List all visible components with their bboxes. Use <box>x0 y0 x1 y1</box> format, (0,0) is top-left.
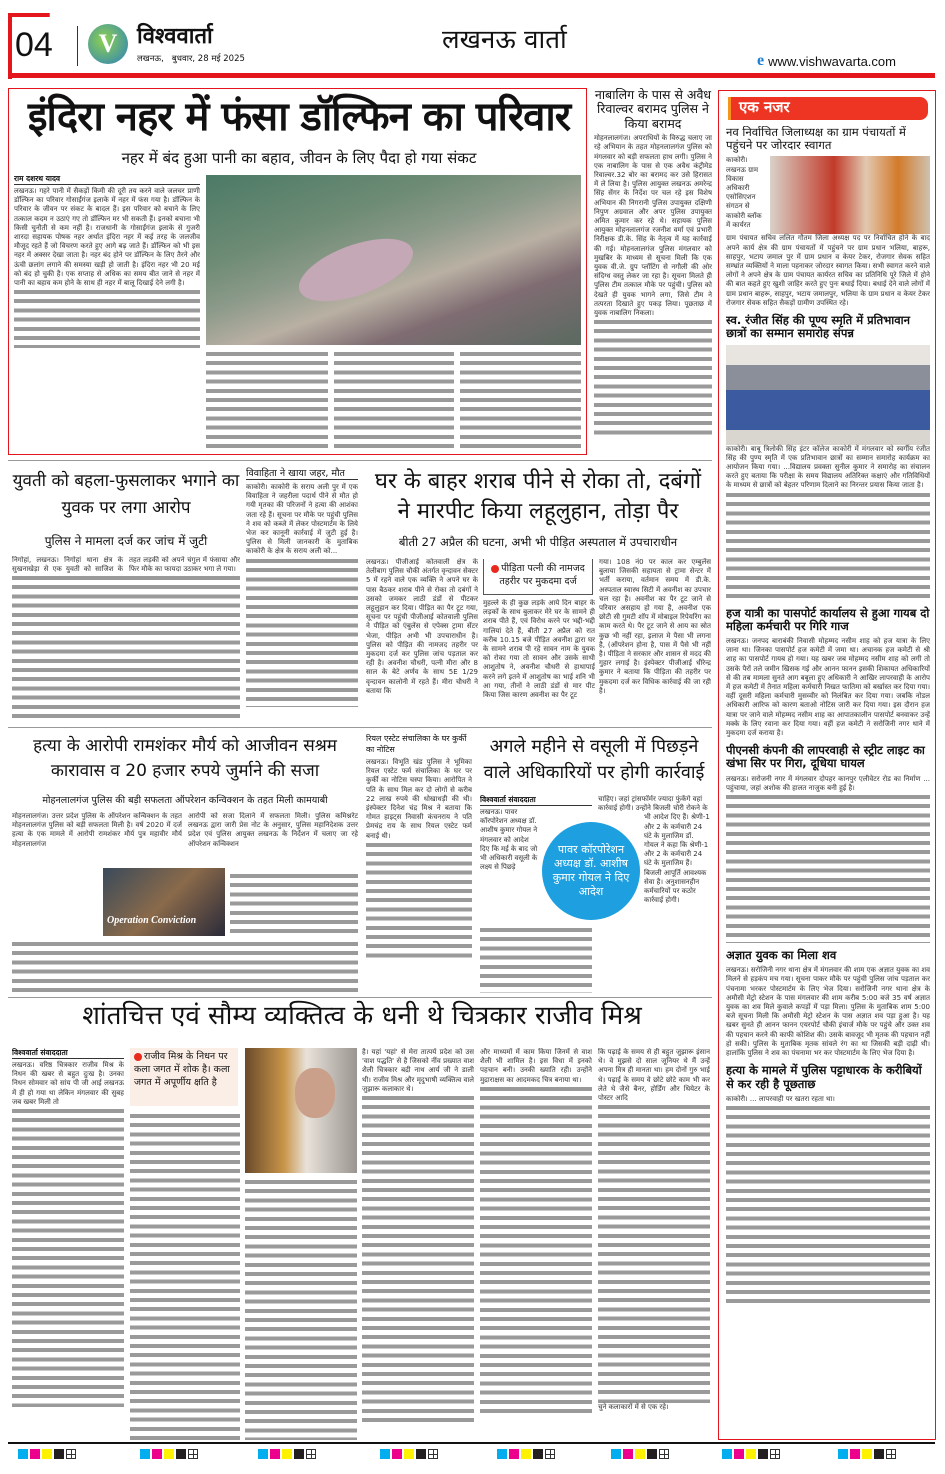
color-swatch <box>758 1449 768 1459</box>
text-block <box>230 872 358 936</box>
story-intro: काकोरी। लखनऊ ग्राम विकास अधिकारी एसोसिएशन संगठन से काकोरी ब्लॉक में कार्यरत <box>726 156 762 229</box>
sharab-body: लखनऊ। पीजीआई कोतवाली क्षेत्र के तेलीबाग पुलिस चौकी अंतर्गत वृन्दावन सेक्टर 5 में रहने वाले एक व्यक्ति ने अपने घर के पास बैठकर शराब पीने से रोका तो दबंगों ने उसको जमकर लाठी डंडों से पीटकर लहूलुहान कर दिया। पीड़ित का पैर टूट गया, सूचना पर पहुंची पीजीआई कोतवाली पुलिस ने पीड़ित को एंबुलेंस से एपेक्स ट्रामा सेंटर भेजा, पीड़ित अभी भी उपचाराधीन है। पुलिस को पीड़ित की नामजद तहरीर पर मुकदमा दर्ज कर पुलिस जांच पड़ताल कर रही है। अवनीश चौधरी, पत्नी मीरा और 8 साल के बेटे अर्णव के साथ 5E 1/29 वृन्दावन कालोनी में रहते हैं। मीरा चौधरी ने बताया कि <box>366 558 478 695</box>
crosshair-icon <box>306 1449 316 1459</box>
crosshair-icon <box>66 1449 76 1459</box>
page-number: 04 <box>15 26 53 64</box>
color-swatch <box>734 1449 744 1459</box>
color-swatch <box>497 1449 507 1459</box>
lead-body: लखनऊ। गहरे पानी में सैकड़ों किमी की दूरी तय करने वाले जलचर प्राणी डॉल्फिन का परिवार गोसाईंगंज इलाके में नहर में फंस गया है। डॉल्फिन के परिवार के जीवन पर संकट के बादल हैं। इस परिवार को बचाने के लिए तत्काल कदम न उठाएं गए तो डॉल्फिन मर भी सकती हैं। इनको बचाना भी किसी चुनौती से कम नहीं है। राजधानी के गोसाईंगंज इलाके से गुजरी शारदा सहायक पोषक नहर अर्थात इंदिरा नहर में कई तरह के जलजीव मौजूद रहते हैं जो विचरण करते हुए आगे बढ़ जाते हैं। डॉल्फिन को भी इस नहर में अक्सर देखा जाता है। नहर बंद होने पर डॉल्फिन के लिए तैरने और ऊंची छलांग लगाने की समस्या खड़ी हो जाती है। इंदिरा नहर भी 20 मई को बंद हो चुकी है। एक सप्ताह से अधिक का समय बीत जाने से नहर में पानी का बहाव कम होने के साथ ही नहर में बालू दिखाई देने लगी है। <box>14 187 200 288</box>
crosshair-icon <box>545 1449 555 1459</box>
students-photo <box>726 345 930 445</box>
registration-mark <box>722 1449 780 1459</box>
color-swatch <box>140 1449 150 1459</box>
dateline: लखनऊ, बुधवार, 28 मई 2025 <box>137 54 245 64</box>
color-swatch <box>294 1449 304 1459</box>
sharab-quote <box>483 559 593 595</box>
story-body: लखनऊ। जनपद बाराबंकी निवासी मोहम्मद नसीम शाह को हज यात्रा के लिए जाना था। जिनका पासपोर्ट हज कमेटी में जमा था। अचानक हज कमेटी से श्री शाह का पासपोर्ट गायब हो गया। यह खबर जब मोहम्मद नसीम शाह को लगी तो उसके पैरों तले जमीन खिसक गई और आनन फानन इसकी शिकायत अधिकारियों से की तब मामला सुनते आग बबूला हुए अधिकारी ने आखिर लापरवाही के आरोप में हज कमेटी में तैनात महिला कर्मचारी निखत फातिमा को बर्खास्त कर दिया गया। वहीं दूसरी महिला कर्मचारी मुसव्वीर को निलंबित कर दिया गया। जबकि नोडल अधिकारी आरिफ को कारण बताओ नोटिस जारी कर दिया गया। इस दौरान हज यात्रा पर जाने वाले मोहम्मद नसीम शाह का आपातकालीन पासपोर्ट बनवाकर उन्हें मक्के के लिए रवाना कर दिया गया। वहीं हज कमेटी ने सरोजिनी नगर थाने में मुकदमा दर्ज कराया है। <box>726 636 930 737</box>
welcome-photo <box>770 156 930 234</box>
color-swatch <box>42 1449 52 1459</box>
crosshair-icon <box>188 1449 198 1459</box>
rajiv-body: है। यहां 'यहां' से मेरा तात्पर्य प्रदेश को उस 'वाश पद्धति' से है जिसको नींव प्रख्यात वाश शैली चित्रकार बद्री नाथ आर्य जी ने डाली थी। राजीव मिश्र और मृदुभाषी व्यक्तित्व वाले जुझारू कलाकार थे। <box>362 1048 474 1093</box>
registration-mark <box>258 1449 316 1459</box>
story-headline: स्व. रंजीत सिंह की पूण्य स्मृति में प्रतिभावान छात्रों का सम्मान समारोह संपन्न <box>726 313 911 341</box>
color-swatch <box>30 1449 40 1459</box>
color-swatch <box>164 1449 174 1459</box>
crosshair-icon <box>659 1449 669 1459</box>
text-block <box>362 1094 474 1424</box>
real-estate-body: लखनऊ। विभूति खंड पुलिस ने भूमिका रियल एस्टेट फर्म संचालिका के घर पर कुर्की का नोटिस चस्पा किया। आरोपित ने पति के साथ मिल कर दो लोगों से करीब 22 लाख रुपये की धोखाधड़ी की थी। इंस्पेक्टर दिनेश चंद्र मिश्र ने बताया कि गोमत हाइट्स निवासी कंचनराय ने पति प्रेमचंद्र राय के साथ रियल एस्टेट फर्म बनाई थी। <box>366 758 472 840</box>
story-body: लखनऊ। सरोजनी नगर में मंगलवार दोपहर कानपुर एलीवेटर रोड का निर्माण ... पहुंचाया, जहां अशोक की हालत नाजुक बनी हुई है। <box>726 774 930 792</box>
image-caption: Operation Conviction <box>107 915 197 926</box>
dolphin-photo <box>206 175 581 345</box>
text-block <box>460 350 581 450</box>
story-headline: नव निर्वाचित जिलाध्यक्ष का ग्राम पंचायतों में पहुंचने पर जोरदार स्वागत <box>726 126 906 153</box>
color-swatch <box>152 1449 162 1459</box>
text-block <box>206 350 328 450</box>
color-swatch <box>509 1449 519 1459</box>
text-block <box>726 793 930 943</box>
text-block <box>598 1103 710 1403</box>
story-headline: पीएनसी कंपनी की लापरवाही से स्ट्रीट लाइट का खंभा सिर पर गिरा, दूधिया घायल <box>726 743 925 771</box>
color-swatch <box>635 1449 645 1459</box>
vasuli-body-text: चाहिए। जहां ट्रांसफॉर्मर ज्यादा फुंकेंगे वहां कार्रवाई होगी। उन्होंने बिजली चोरी रोकने के भी आदेश दिए हैं। श्रेणी-1 और 2 के कर्मचारी 24 घंटे के मुलाजिम डॉ. गोयल ने कहा कि श्रेणी-1 और 2 के कर्मचारी 24 घंटे के मुलाजिम हैं। बिजली आपूर्ति आवश्यक सेवा है। अनुशासनहीन कर्मचारियों पर कठोर कार्रवाई होगी। <box>598 795 710 905</box>
footer-rule <box>8 1442 935 1444</box>
registration-mark <box>611 1449 669 1459</box>
yuvati-headline: युवती को बहला-फुसलाकर भगाने का युवक पर लगा आरोप <box>12 471 240 518</box>
lead-subhead: नहर में बंद हुआ पानी का बहाव, जीवन के लिए पैदा हो गया संकट <box>121 149 477 167</box>
registration-mark <box>497 1449 555 1459</box>
paper-name: विश्ववार्ता <box>137 24 213 49</box>
color-swatch <box>611 1449 621 1459</box>
color-swatch <box>404 1449 414 1459</box>
color-swatch <box>270 1449 280 1459</box>
color-swatch <box>521 1449 531 1459</box>
text-block <box>480 926 592 993</box>
color-swatch <box>623 1449 633 1459</box>
story-headline: हत्या के मामले में पुलिस पट्टाधारक के करीबियों से कर रही है पूछताछ <box>726 1063 922 1091</box>
ek-nazar-label: एक नजर <box>728 97 928 120</box>
crosshair-icon <box>770 1449 780 1459</box>
text-block <box>130 1112 240 1440</box>
sharab-body: गया। 108 नं0 पर काल कर एम्बुलेंस बुलाया जिसकी सहायता से ट्रामा सेन्टर में भर्ती कराया, वर्तमान समय में डी.के. अस्पताल स्वास्थ सिटी में अवनीश का उपचार चल रहा है। अवनीश का पैर टूट जाने से परिवार असहाय हो गया है, अवनीश एक छोटी सी गुमटी शॉप में मोबाइल रिपेयरिंग का काम करते थे। पैर टूट जाने से आय का स्रोत कुछ भी नहीं रहा, इलाज मे पैसा भी लगना है, (ऑपरेशन होना है, पास में पैसे भी नहीं है। पीड़िता ने सरकार और शासन से मदद की गुहार लगाई है। इंस्पेक्टर पीजीआई धीरेन्द्र कुमार ने बताया कि पीड़िता की तहरीर पर मुकदमा दर्ज कर विधिक कार्रवाई की जा रही है। <box>599 558 711 695</box>
quote-text: पीड़िता पत्नी की नामजद तहरीर पर मुकदमा दर्ज <box>499 563 585 587</box>
sharab-headline: घर के बाहर शराब पीने से रोका तो, दबंगों ने मारपीट किया लहूलुहान, तोड़ा पैर <box>374 469 702 524</box>
byline: राम दशरथ यादव <box>14 174 200 185</box>
story-headline: हज यात्री का पासपोर्ट कार्यालय से हुआ गायब दो महिला कर्मचारी पर गिरि गाज <box>726 605 930 633</box>
registration-mark <box>140 1449 198 1459</box>
rajiv-mishra-photo <box>245 1048 357 1173</box>
vasuli-headline: अगले महीने से वसूली में पिछड़ने वाले अधिकारियों पर होगी कार्रवाई <box>483 736 705 783</box>
color-swatch <box>18 1449 28 1459</box>
byline: विश्ववार्ता संवाददाता <box>12 1048 124 1059</box>
divider <box>8 460 712 461</box>
story-body: ग्राम पंचायत सचिव ललित गौतम जिला अध्यक्ष पद पर निर्वाचित होने के बाद अपने कार्य क्षेत्र की ग्राम पंचायतों में पहुंचने पर ग्राम प्रधान भलिया, बाहरू, साहपुर, भटाय जमाल पुर में ग्राम प्रधान व केयर टेकर, रोजगार सेवक सहित सम्भ्रांत व्यक्तियों ने माला पहनाकर जोरदार स्वागत किया। सभी स्वागत करने वाले लोगों ने अपने क्षेत्र के ग्राम पंचायत कार्यरत सचिव का प्रतिनिधि पूरे जिले में होने की बात कहते हुए खुशी जाहिर करते हुए पुनः बधाई दिया। बधाई देने वाले लोगों में ग्राम प्रधान बाहरू, साहपुर, भटाय जमालपुर, भलिया के ग्राम प्रधान व केयर टेकर रोजगार सेवक सहित सैकड़ों ग्रामीण उपस्थित रहे। <box>726 234 930 307</box>
vivahita-headline: विवाहिता ने खाया जहर, मौत <box>246 466 358 480</box>
color-swatch <box>722 1449 732 1459</box>
color-swatch <box>838 1449 848 1459</box>
divider <box>8 997 712 998</box>
operation-conviction-image <box>103 868 225 936</box>
website-link[interactable] <box>757 52 896 70</box>
color-swatch <box>862 1449 872 1459</box>
rajiv-body: लखनऊ। वरिष्ठ चित्रकार राजीव मिश्र के निधन की खबर से बहुत दुःख है। उनका निधन सोमवार को सांय पी जी आई लखनऊ में ही हो गया था लेकिन मंगलवार की सुबह जब खबर मिली तो <box>12 1061 124 1106</box>
story-body: लखनऊ। सरोजिनी नगर थाना क्षेत्र में मंगलवार की शाम एक अज्ञात युवक का शव मिलने से हड़कंप मच गया। सूचना पाकर मौके पर पहुंची पुलिस जांच पड़ताल कर पंचनामा भरकर पोस्टमार्टम के लिए भेज दिया। सरोजिनी नगर थाना क्षेत्र के अमौसी मेट्रो स्टेशन के पास मंगलवार की शाम करीब 5:00 बजे 35 वर्ष अज्ञात युवक का शव मिले कुवाले कपड़ों में पड़ा मिला। पुलिस के मुताबिक शाम 5:00 बजे सूचना मिली कि अमौसी मेट्रो स्टेशन के पास अज्ञात शव पड़ा हुआ है। यह खबर सुनते ही आनन फानन एयरपोर्ट चौकी इंचार्ज मौके पर पहुंचे और उक्त शव की पहचान करने की काफी कोशिश की। उसके बावजूद भी मृतक की पहचान नहीं हो सकी। पुलिस के मुताबिक मृतक सांवले रंग का था जिसकी बड़ी दाढ़ी थी। हालांकि पुलिस ने शव का पंचनामा भर कर पोस्टमार्टम के लिए भेज दिया है। <box>726 966 930 1058</box>
hatya-body: मोहनलालगंज। उत्तर प्रदेश पुलिस के ऑपरेशन कन्विक्शन के तहत मोहनलालगंज पुलिस को बड़ी सफलता मिली है। वर्ष 2020 में दर्ज हत्या के एक मामले में आरोपी रामशंकर मौर्य पुत्र महावीर मौर्य मोहनलालगंज <box>12 812 182 848</box>
color-swatch <box>533 1449 543 1459</box>
color-swatch <box>746 1449 756 1459</box>
rajiv-body-tail: चुने कलाकारों में से एक रहे। <box>598 1403 669 1412</box>
byline: विश्ववार्ता संवाददाता <box>480 795 592 806</box>
text-block <box>594 318 712 438</box>
color-swatch <box>176 1449 186 1459</box>
color-swatch <box>258 1449 268 1459</box>
hatya-headline: हत्या के आरोपी रामशंकर मौर्य को आजीवन सश्रम कारावास व 20 हजार रुपये जुर्माने की सजा <box>33 736 337 781</box>
revolver-headline: नाबालिग के पास से अवैध रिवाल्वर बरामद पुलिस ने किया बरामद <box>594 88 712 131</box>
color-swatch <box>380 1449 390 1459</box>
rajiv-quote <box>130 1048 238 1106</box>
story-headline: अज्ञात युवक का मिला शव <box>726 948 837 963</box>
registration-mark <box>18 1449 76 1459</box>
rajiv-body: और माध्यमों में काम किया जिनमें से वाश शैली भी शामिल है। इस विधा में इनको पहचान बनी। उनकी ख्याति रही। उन्होंने मुद्राराक्षस का आदमकद चित्र बनाया था। <box>480 1048 592 1084</box>
text-block <box>334 350 454 450</box>
quote-text: राजीव मिश्र के निधन पर कला जगत में शोक है। कला जगत में अपूर्णीय क्षति है <box>134 1051 230 1088</box>
rajiv-headline: शांतचित्त एवं सौम्य व्यक्तित्व के धनी थे चित्रकार राजीव मिश्र <box>82 1001 642 1031</box>
header-rule <box>8 73 935 78</box>
color-swatch <box>647 1449 657 1459</box>
divider <box>8 727 712 728</box>
text-block <box>12 1107 124 1407</box>
lead-headline: इंदिरा नहर में फंसा डॉल्फिन का परिवार <box>27 94 571 140</box>
color-swatch <box>54 1449 64 1459</box>
vasuli-circle <box>542 822 640 920</box>
website-text: www.vishwavarta.com <box>768 53 896 69</box>
crosshair-icon <box>886 1449 896 1459</box>
real-estate-headline: रियल एस्टेट संचालिका के घर कुर्की का नोटिस <box>366 734 467 754</box>
yuvati-subhead: पुलिस ने मामला दर्ज कर जांच में जुटी <box>44 534 208 548</box>
color-swatch <box>850 1449 860 1459</box>
vivahita-body: काकोरी। काकोरी के सराय अली पुर में एक विवाहिता ने जहरीला पदार्थ पीने से मौत हो गयी मृतका की परिजनों ने हत्या की आशंका जता रहे हैं। सूचना पर मौके पर पहुंची पुलिस ने शव को कब्जे में लेकर पोस्टमार्टम के लिये भेज कर कानूनी कार्रवाई में जुटी हुई है। पुलिस से मिली जानकारी के मुताबिक काकोरी के क्षेत्र के सराय अली को... <box>246 483 358 556</box>
portrait-face <box>295 1068 335 1118</box>
story-body: काकोरी। ... लापरवाही पर खतरा रहता था। <box>726 1094 835 1103</box>
circle-text: पावर कॉरपोरेशन अध्यक्ष डॉ. आशीष कुमार गोयल ने दिए आदेश <box>552 843 630 898</box>
registration-mark <box>838 1449 896 1459</box>
registration-mark <box>380 1449 438 1459</box>
hatya-body: आरोपी को सजा दिलाने में सफलता मिली। पुलिस कमिश्नरेट लखनऊ द्वारा जारी प्रेस नोट के अनुसार, पुलिस महानिदेशक उत्तर प्रदेश एवं पुलिस आयुक्त लखनऊ के निर्देशन में चलाए जा रहे ऑपरेशन कन्विक्शन <box>188 812 358 848</box>
yuvati-body: निगोहां, लखनऊ। निगोहां थाना क्षेत्र के सुखनाखेड़ा से एक युवती को साजिश के तहत लड़की को अपने चंगुल में फंसाया और फिर मौके का फायदा उठाकर भगा ले गया। <box>12 556 240 574</box>
dolphin-shape <box>291 226 421 314</box>
story-body: काकोरी। बाबू त्रिलोकी सिंह इंटर कॉलेज काकोरी में मंगलवार को स्वर्गीय रंजीत सिंह की पुण्य स्मृति में एक प्रतिभावान छात्रों का सम्मान समारोह कार्यक्रम का आयोजन किया गया। ...विद्यालय प्रवक्ता सुनील कुमार ने समारोह का संचालन करते हुए बताया कि परीक्षा के समय विद्यालय अतिरिक्त कक्षाएं और गतिविधियों के माध्यम से छात्रों को बेहतर परिणाम दिलाने का निरन्तर प्रयास किया जाता है। <box>726 444 930 490</box>
text-block <box>245 1178 357 1440</box>
browser-icon: e <box>757 52 765 69</box>
text-block <box>366 841 472 961</box>
text-block <box>12 574 240 721</box>
section-title: लखनऊ वार्ता <box>442 25 567 55</box>
text-block <box>480 1085 592 1415</box>
color-swatch <box>416 1449 426 1459</box>
sharab-body: मुहल्ले के ही कुछ लड़के आये दिन बाहर के लड़कों के साथ बुलाकर मेरे घर के सामने ही शराब पीते हैं, एवं विरोध करने पर भद्दी-भद्दी गालियां देते हैं, बीती 27 अप्रैल को रात करीब 10.15 बजे पीड़ित अवनीश द्वारा घर के सामने शराब पी रहे सावन नाम के युवक को रोका गया तो सावन और उसके साथी आशुतोष ने, अवनीश चौधरी से हाथापाई करने लगे इतने में आशुतोष का भाई शनि भी आ गया, तीनों ने लाठी डंडों से मार पीट किया जिस कारण अवनीश का पैर टूट <box>483 599 595 700</box>
vasuli-body: लखनऊ। पावर कॉरपोरेशन अध्यक्ष डॉ. आशीष कुमार गोयल ने मंगलवार को आदेश दिए कि मई के बाद जो भी अधिकारी वसूली के लक्ष्य से पिछड़े <box>480 808 538 872</box>
hatya-subhead: मोहनलालगंज पुलिस की बड़ी सफलता ऑपरेशन कन्विक्शन के तहत मिली कामयाबी <box>42 795 328 806</box>
logo-icon: V <box>88 24 128 64</box>
text-block <box>726 1104 930 1304</box>
text-block <box>14 288 200 348</box>
sharab-subhead: बीती 27 अप्रैल की घटना, अभी भी पीड़ित अस्पताल में उपचाराधीन <box>398 535 678 549</box>
bullet-icon <box>134 1053 142 1061</box>
crosshair-icon <box>428 1449 438 1459</box>
text-block <box>726 491 930 601</box>
rajiv-body: कि पढ़ाई के समय से ही बहुत जुझारू इंसान थे। वे मुझसे दो साल जूनियर थे मैं उन्हें अपना मित्र ही मानता था। हम दोनों गुरु भाई थे। पढ़ाई के समय वे छोटे छोटे काम भी कर लेते थे जैसे बैनर, होर्डिंग और थियेटर के पोस्टर आदि <box>598 1048 710 1103</box>
revolver-body: मोहनलालगंज। अपराधियों के विरुद्ध चलाए जा रहे अभियान के तहत मोहनलालगंज पुलिस को मंगलवार को बड़ी सफलता हाथ लगी। पुलिस ने एक नाबालिग के पास से एक अवैध कंट्रीमेड रिवाल्वर.32 बोर का बरामद कर उसे हिरासत में ले लिया है। पुलिस आयुक्त लखनऊ अमरेन्द्र सिंह सेंगर के निर्देश पर चल रहे इस विशेष अभियान की निगरानी पुलिस उपायुक्त दक्षिणी निपुण अग्रवाल और अपर पुलिस उपायुक्त अमित कुमार कर रहे थे। सहायक पुलिस आयुक्त मोहनलालगंज रजनीश वर्मा एवं प्रभारी निरीक्षक डी.के. सिंह के नेतृत्व में यह कार्रवाई की गई। मोहनलालगंज पुलिस मंगलवार को मुखबिर के माध्यम से सूचना मिली कि एक युवक वी.जे. ग्रुप प्लॉटिंग से नगौली की ओर संदिग्ध वस्तु लेकर जा रहा है। सूचना मिलते ही पुलिस टीम तत्काल मौके पर पहुंची। पुलिस को देखते ही युवक भागने लगा, जिसे टीम ने तत्परता दिखाते हुए पकड़ लिया। पूछताछ में युवक नाबालिग निकला। <box>594 134 712 317</box>
color-swatch <box>874 1449 884 1459</box>
text-block <box>246 557 358 707</box>
bullet-icon <box>491 565 499 573</box>
color-swatch <box>392 1449 402 1459</box>
text-block <box>12 940 358 992</box>
divider <box>77 26 78 66</box>
color-swatch <box>282 1449 292 1459</box>
